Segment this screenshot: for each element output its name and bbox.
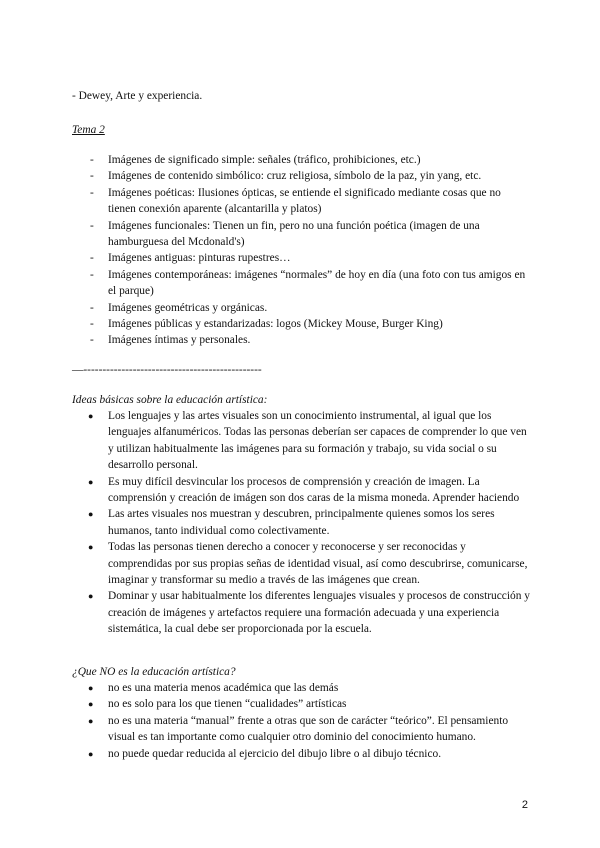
list-item: ● no es solo para los que tienen “cualidades” artísticas <box>88 698 347 711</box>
page-number: 2 <box>521 799 528 811</box>
reference-line: - Dewey, Arte y experiencia. <box>72 90 203 102</box>
list-item: - Imágenes antiguas: pinturas rupestres… <box>90 252 291 265</box>
not-heading: ¿Que NO es la educación artística? <box>72 666 236 678</box>
list-item: - Imágenes funcionales: Tienen un fin, pero no una función poética (imagen de una hamburguesa del Mcdonald's) <box>90 219 480 249</box>
list-item: - Imágenes de contenido simbólico: cruz religiosa, símbolo de la paz, yin yang, etc. <box>90 170 482 183</box>
list-item: ● no es una materia “manual” frente a otras que son de carácter “teórico”. El pensamiento visual es tan importante como cualquier otro dominio del conocimiento humano. <box>88 714 509 744</box>
list-item: - Imágenes públicas y estandarizadas: logos (Mickey Mouse, Burger King) <box>90 318 443 331</box>
image-types-list <box>90 152 530 349</box>
ideas-heading: Ideas básicas sobre la educación artística: <box>72 394 268 406</box>
list-item: ● Todas las personas tienen derecho a conocer y reconocerse y ser reconocidas y comprendidas por sus propias señas de identidad visual, así como descubrirse, comunicarse, imaginar y transformar su medio a través de las imágenes que crean. <box>88 541 528 587</box>
list-item: - Imágenes geométricas y orgánicas. <box>90 301 268 314</box>
list-item: ● no es una materia menos académica que las demás <box>88 682 339 694</box>
list-item: ● Dominar y usar habitualmente los diferentes lenguajes visuales y procesos de construcción y creación de imágenes y artefactos requiere una formación adecuada y una experiencia sistemática, la cual debe ser proporcionada por la escuela. <box>88 590 530 636</box>
tema-heading: Tema 2 <box>72 124 105 136</box>
separator-line: —----------------------------------------------- <box>72 364 262 376</box>
list-item: ● no puede quedar reducida al ejercicio del dibujo libre o al dibujo técnico. <box>88 747 442 760</box>
ideas-list <box>88 408 532 638</box>
not-list <box>88 680 532 762</box>
list-item: ● Los lenguajes y las artes visuales son un conocimiento instrumental, al igual que los lenguajes alfanuméricos. Todas las personas deberían ser capaces de comprender lo que ven y utilizan habitualmente las imágenes para su formación y trabajo, su vida social o su desarrollo personal. <box>88 410 527 472</box>
list-item: ● Las artes visuales nos muestran y descubren, principalmente quienes somos los seres humanos, tanto individual como colectivamente. <box>88 508 495 537</box>
list-item: - Imágenes íntimas y personales. <box>90 334 251 347</box>
list-item: ● Es muy difícil desvincular los procesos de comprensión y creación de imagen. La comprensión y creación de imágen son dos caras de la misma moneda. Aprender haciendo <box>88 475 520 505</box>
list-item: - Imágenes poéticas: Ilusiones ópticas, se entiende el significado mediante cosas que no tienen conexión aparente (alcantarilla y platos) <box>90 186 501 216</box>
list-item: - Imágenes contemporáneas: imágenes “normales” de hoy en día (una foto con tus amigos en el parque) <box>90 268 526 298</box>
list-item: - Imágenes de significado simple: señales (tráfico, prohibiciones, etc.) <box>90 154 421 166</box>
